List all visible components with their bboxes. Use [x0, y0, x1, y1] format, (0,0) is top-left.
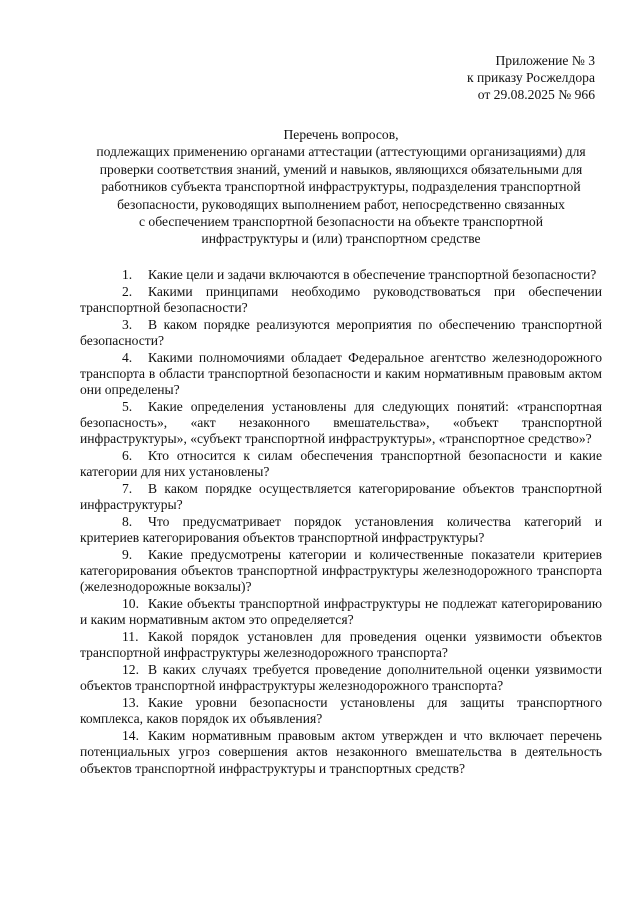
appendix-number: Приложение № 3	[495, 53, 595, 68]
question-text: Какие уровни безопасности установлены для защиты транспортного комплекса, каков порядок их объявления?	[80, 695, 602, 727]
question-number: 11.	[122, 629, 139, 645]
question-text: В каком порядке реализуются мероприятия по обеспечению транспортной безопасности?	[80, 316, 602, 348]
question-text: В каком порядке осуществляется категорирование объектов транспортной инфраструктуры?	[80, 481, 602, 513]
question-number: 6.	[122, 448, 133, 464]
question-number: 1.	[122, 266, 133, 282]
title-line: инфраструктуры и (или) транспортном средстве	[201, 231, 481, 247]
question-number: 13.	[122, 695, 139, 711]
question-item	[80, 284, 602, 316]
question-number: 3.	[122, 316, 133, 332]
question-item	[80, 448, 602, 480]
question-item	[80, 728, 602, 777]
question-text: Кто относится к силам обеспечения транспортной безопасности и какие категории для них установлены?	[80, 448, 602, 480]
document-title	[80, 126, 602, 248]
question-text: Какие цели и задачи включаются в обеспечение транспортной безопасности?	[148, 266, 597, 282]
title-line: подлежащих применению органами аттестации (аттестующими организациями) для	[96, 144, 586, 160]
question-text: Какие определения установлены для следующих понятий: «транспортная безопасность», «акт незаконного вмешательства», «объект транспортной инфраструктуры», «субъект транспортной инфраструктуры», «транспортное средство»?	[80, 398, 602, 447]
question-number: 4.	[122, 349, 133, 365]
title-line: Перечень вопросов,	[283, 127, 399, 142]
question-item	[80, 481, 602, 513]
question-number: 5.	[122, 398, 133, 414]
appendix-header	[80, 52, 595, 103]
question-number: 9.	[122, 547, 133, 563]
question-number: 10.	[122, 596, 139, 612]
title-line: работников субъекта транспортной инфраструктуры, подразделения транспортной	[101, 179, 581, 195]
question-number: 8.	[122, 514, 133, 530]
question-item	[80, 317, 602, 349]
appendix-order-ref: к приказу Росжелдора	[466, 70, 595, 85]
title-line: безопасности, руководящих выполнением работ, непосредственно связанных	[117, 196, 565, 212]
question-item	[80, 547, 602, 596]
questions-list	[80, 267, 602, 777]
question-text: Какими полномочиями обладает Федеральное агентство железнодорожного транспорта в области транспортной безопасности и каким нормативным правовым актом они определены?	[80, 349, 602, 398]
question-item	[80, 629, 602, 661]
question-text: Какие объекты транспортной инфраструктуры не подлежат категорированию и каким нормативным актом это определяется?	[80, 596, 602, 628]
question-item	[80, 514, 602, 546]
question-item	[80, 267, 602, 283]
question-text: Какой порядок установлен для проведения оценки уязвимости объектов транспортной инфраструктуры железнодорожного транспорта?	[80, 629, 602, 661]
question-text: Каким нормативным правовым актом утвержден и что включает перечень потенциальных угроз совершения актов незаконного вмешательства в деятельность объектов транспортной инфраструктуры и транспортных средств?	[80, 728, 602, 776]
question-item	[80, 350, 602, 399]
question-number: 7.	[122, 481, 133, 497]
question-text: Какие предусмотрены категории и количественные показатели критериев категорирования объектов транспортной инфраструктуры железнодорожного транспорта (железнодорожные вокзалы)?	[80, 547, 602, 595]
question-text: Что предусматривает порядок установления количества категорий и критериев категорирования объектов транспортной инфраструктуры?	[80, 514, 602, 546]
question-item	[80, 399, 602, 448]
question-item	[80, 695, 602, 727]
title-line: проверки соответствия знаний, умений и навыков, являющихся обязательными для	[99, 161, 583, 177]
appendix-order-date: от 29.08.2025 № 966	[477, 87, 595, 102]
question-number: 14.	[122, 728, 139, 744]
question-item	[80, 596, 602, 628]
question-item	[80, 662, 602, 694]
question-number: 2.	[122, 283, 133, 299]
question-text: Какими принципами необходимо руководствоваться при обеспечении транспортной безопасности?	[80, 283, 602, 315]
title-line: с обеспечением транспортной безопасности на объекте транспортной	[138, 214, 543, 230]
question-number: 12.	[122, 662, 139, 678]
question-text: В каких случаях требуется проведение дополнительной оценки уязвимости объектов транспортной инфраструктуры железнодорожного транспорта?	[80, 662, 602, 694]
